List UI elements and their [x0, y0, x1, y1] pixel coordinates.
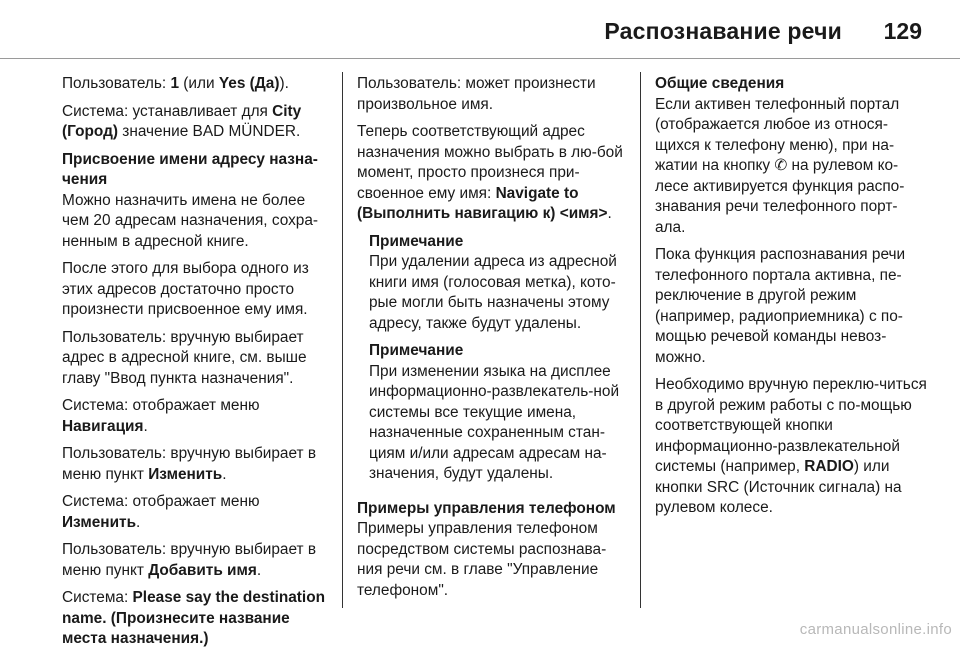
paragraph: Пока функция распознавания речи телефонного портала активна, пе-реключение в другой режим (например, радиоприемника) с по-мощью речевой команды невоз-можно.: [655, 246, 906, 366]
paragraph: Система: устанавливает для City (Город) значение BAD MÜNDER.: [62, 102, 302, 140]
header-rule: [0, 58, 960, 59]
column-divider: [342, 72, 343, 608]
column-middle: [357, 74, 625, 601]
page-number: 129: [883, 18, 922, 44]
note-text: При удалении адреса из адресной книги имя (голосовая метка), кото-рые могли быть назначены этому адресу, также будут удалены.: [369, 253, 617, 332]
paragraph: Система: отображает меню Навигация.: [62, 397, 260, 435]
column-divider: [640, 72, 641, 608]
paragraph: Необходимо вручную переклю-читься в другой режим работы с по-мощью соответствующей кнопки информационно-развлекательной системы (например, RADIO) или кнопки SRC (Источник сигнала) на рулевом колесе.: [655, 376, 927, 516]
paragraph: Теперь соответствующий адрес назначения можно выбрать в лю-бой момент, просто произнеся при-своенное ему имя: Navigate to (Выполнить навигацию к) <имя>.: [357, 123, 623, 222]
paragraph: Система: отображает меню Изменить.: [62, 493, 260, 531]
note-box: [369, 341, 625, 485]
paragraph: После этого для выбора одного из этих адресов достаточно просто произнести присвоенное ему имя.: [62, 260, 309, 318]
phone-button-icon: ✆: [774, 157, 788, 174]
section-assign-name: Присвоение имени адресу назна-чения Можно назначить имена не более чем 20 адресам назначения, сохра-ненным в адресной книге.: [62, 150, 330, 253]
column-left: [62, 74, 330, 657]
page-title: Распознавание речи: [604, 18, 842, 44]
paragraph: Пользователь: вручную выбирает в меню пункт Добавить имя.: [62, 541, 317, 579]
note-title: Примечание: [369, 232, 464, 250]
section-heading: Примеры управления телефоном: [357, 499, 616, 517]
paragraph: Пользователь: может произнести произвольное имя.: [357, 75, 596, 113]
section-heading: Присвоение имени адресу назна-чения: [62, 150, 318, 188]
note-box: [369, 232, 625, 335]
paragraph: Пользователь: вручную выбирает в меню пункт Изменить.: [62, 445, 317, 483]
paragraph: Пользователь: 1 (или Yes (Да)).: [62, 75, 289, 92]
paragraph: Система: Please say the destination name. (Произнесите название места назначения.): [62, 589, 326, 647]
paragraph: Пользователь: вручную выбирает адрес в адресной книге, см. выше главу "Ввод пункта назначения".: [62, 328, 307, 387]
section-heading: Общие сведения: [655, 75, 785, 92]
note-text: При изменении языка на дисплее информационно-развлекатель-ной системы все текущие имена, назначенные сохраненным стан-циям и/или адресам адресам на-значения, будут удалены.: [369, 362, 620, 482]
note-title: Примечание: [369, 342, 464, 359]
paragraph: Примеры управления телефоном посредством системы распознава-ния речи см. в главе "Управление телефоном".: [357, 520, 607, 599]
column-right: [655, 74, 927, 526]
section-general-info: Общие сведения Если активен телефонный портал (отображается любое из относя-щихся к телефону меню), при на-жатии на кнопку ✆ на рулевом ко-лесе активируется функция распо-знавания речи телефонного порт-ала.: [655, 74, 927, 238]
watermark: carmanualsonline.info: [799, 621, 952, 638]
section-phone-examples: [357, 499, 625, 602]
